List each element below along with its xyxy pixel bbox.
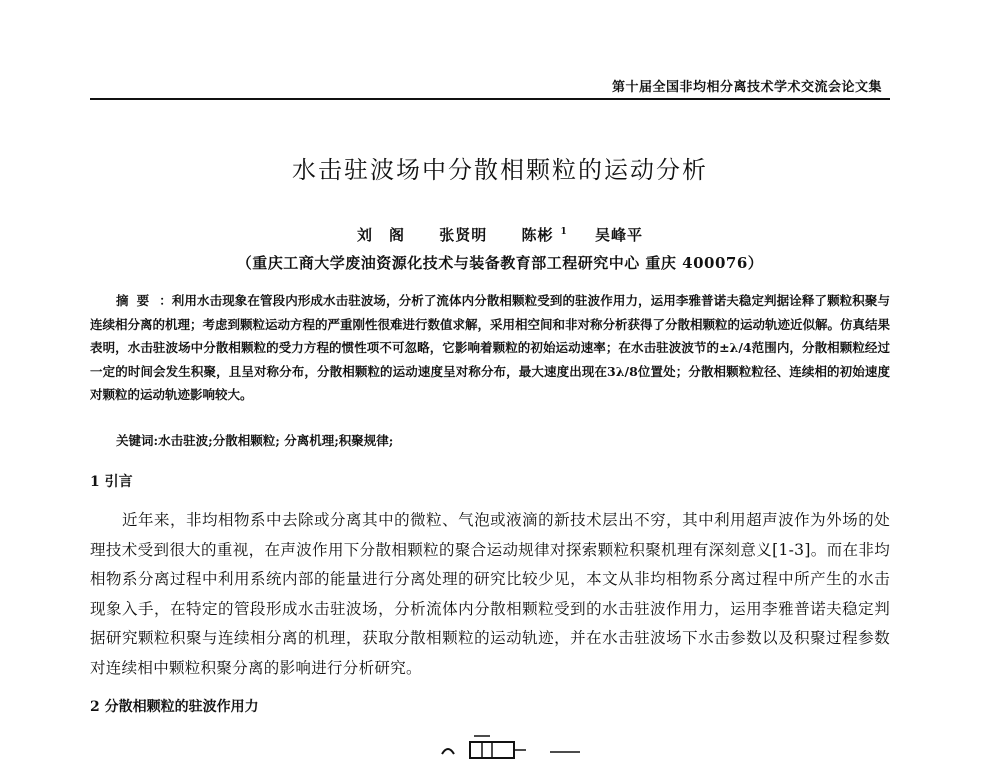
affiliation-mark: 1 [560,227,568,237]
figure-fragment-icon [430,732,630,760]
author-1-name: 刘 阁 [356,226,405,244]
author-list [0,224,1000,245]
author-3-name: 陈彬 [521,226,554,244]
running-header: 第十届全国非均相分离技术学术交流会论文集 [611,80,882,95]
abstract-label: 摘要 [116,293,158,308]
keywords: 关键词:水击驻波;分散相颗粒; 分离机理;积聚规律; [116,433,394,448]
author-3 [514,226,567,244]
introduction-paragraph: 近年来，非均相物系中去除或分离其中的微粒、气泡或液滴的新技术层出不穷，其中利用超声波作为外场的处理技术受到很大的重视，在声波作用下分散相颗粒的聚合运动规律对探索颗粒积聚机理有深刻意义[1-3]。而在非均相物系分离过程中利用系统内部的能量进行分离处理的研究比较少见，本文从非均相物系分离过程中所产生的水击现象入手，在特定的管段形成水击驻波场，分析流体内分散相颗粒受到的水击驻波作用力，运用李雅普诺夫稳定判据研究颗粒积聚与连续相分离的机理，获取分散相颗粒的运动轨迹，并在水击驻波场下水击参数以及积聚过程参数对连续相中颗粒积聚分离的影响进行分析研究。 [90,511,890,677]
author-1 [350,226,412,244]
section-heading-introduction: 1 引言 [90,474,133,490]
author-2-name: 张贤明 [439,226,488,244]
affiliation: （重庆工商大学废油资源化技术与装备教育部工程研究中心 重庆 400076） [236,254,764,272]
author-4-name: 吴峰平 [595,226,644,244]
abstract [90,289,890,407]
author-2 [432,226,494,244]
section-heading-force: 2 分散相颗粒的驻波作用力 [90,699,259,715]
author-4 [588,226,650,244]
header-rule [90,98,890,100]
abstract-text: ：利用水击现象在管段内形成水击驻波场，分析了流体内分散相颗粒受到的驻波作用力，运用李雅普诺夫稳定判据诠释了颗粒积聚与连续相分离的机理；考虑到颗粒运动方程的严重刚性很难进行数值求解，采用相空间和非对称分析获得了分散相颗粒的运动轨迹近似解。仿真结果表明，水击驻波场中分散相颗粒的受力方程的惯性项不可忽略，它影响着颗粒的初始运动速率；在水击驻波波节的±λ/4范围内，分散相颗粒经过一定的时间会发生积聚，且呈对称分布，分散相颗粒的运动速度呈对称分布，最大速度出现在3λ/8位置处；分散相颗粒粒径、连续相的初始速度对颗粒的运动轨迹影响较大。 [90,293,891,402]
paper-title: 水击驻波场中分散相颗粒的运动分析 [292,156,708,184]
